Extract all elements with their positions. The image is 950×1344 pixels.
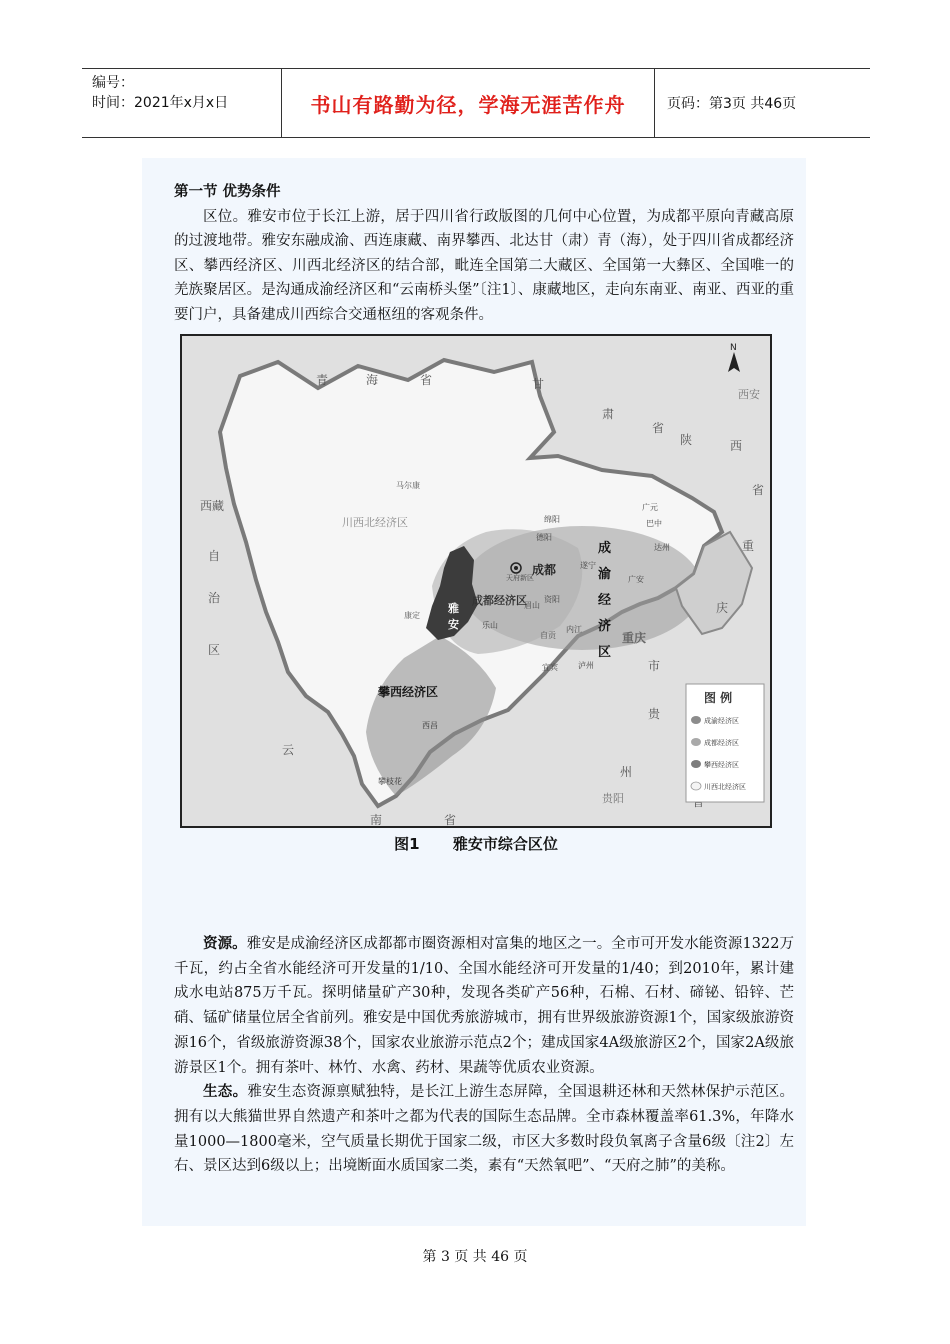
city-label: 眉山 bbox=[524, 601, 540, 610]
region-label: 区 bbox=[598, 645, 612, 660]
document-time-label: 时间：2021年x月x日 bbox=[92, 95, 229, 111]
figure-number: 图1 bbox=[394, 835, 420, 853]
region-label: 济 bbox=[598, 619, 612, 634]
map-label: 自 bbox=[208, 549, 221, 563]
city-label: 遂宁 bbox=[580, 561, 596, 570]
city-label: 广安 bbox=[628, 575, 644, 584]
legend-item: 成都经济区 bbox=[704, 739, 739, 747]
city-label: 天府新区 bbox=[506, 574, 534, 582]
city-label: 德阳 bbox=[536, 533, 552, 542]
header-page-label: 页码：第3页 共46页 bbox=[667, 96, 797, 112]
legend-swatch bbox=[691, 760, 701, 768]
city-label: 自贡 bbox=[540, 631, 556, 640]
location-paragraph: 区位。雅安市位于长江上游，居于四川省行政版图的几何中心位置，为成都平原向青藏高原的过渡地带。雅安东融成渝、西连康藏、南界攀西、北达甘（肃）青（海），处于四川省成都经济区、攀西经济区、川西北经济区的结合部，毗连全国第二大藏区、全国第一大彝区、全国唯一的羌族聚居区。是沟通成渝经济区和“云南桥头堡”〔注1〕、康藏地区，走向东南亚、南亚、西亚的重要门户，具备建成川西综合交通枢纽的客观条件。 bbox=[174, 208, 794, 323]
city-label: 内江 bbox=[566, 625, 582, 634]
resources-paragraph bbox=[174, 932, 794, 1080]
figure-caption bbox=[180, 833, 772, 854]
region-label: 川西北经济区 bbox=[342, 516, 408, 529]
legend-item: 攀西经济区 bbox=[704, 761, 739, 769]
city-label: 绵阳 bbox=[544, 515, 560, 524]
map-label: 贵 bbox=[648, 707, 661, 721]
figure-title: 雅安市综合区位 bbox=[452, 835, 558, 853]
map-label: 西安 bbox=[738, 388, 760, 401]
region-label: 经 bbox=[598, 593, 612, 608]
ecology-text: 雅安生态资源禀赋独特，是长江上游生态屏障，全国退耕还林和天然林保护示范区。拥有以大熊猫世界自然遗产和茶叶之都为代表的国际生态品牌。全市森林覆盖率61.3%，年降水量1000—1800毫米，空气质量长期优于国家二级，市区大多数时段负氧离子含量6级〔注2〕左右、景区达到6级以上；出境断面水质国家二类，素有“天然氧吧”、“天府之肺”的美称。 bbox=[174, 1084, 795, 1175]
region-label: 雅 bbox=[448, 602, 459, 615]
north-label: N bbox=[730, 343, 737, 353]
map-label: 重 bbox=[742, 539, 755, 553]
city-label: 达州 bbox=[654, 543, 670, 552]
section-body bbox=[174, 180, 794, 327]
location-map bbox=[180, 334, 772, 828]
map-label: 青 bbox=[316, 373, 329, 387]
city-label: 资阳 bbox=[544, 595, 560, 604]
legend-item: 成渝经济区 bbox=[704, 717, 739, 725]
map-label: 肃 bbox=[602, 407, 615, 421]
city-label: 成都 bbox=[532, 563, 557, 577]
header-motto: 书山有路勤为径，学海无涯苦作舟 bbox=[282, 69, 655, 137]
region-label: 成都经济区 bbox=[472, 594, 527, 607]
city-label: 攀枝花 bbox=[378, 777, 402, 786]
city-label: 广元 bbox=[642, 503, 658, 512]
map-label: 南 bbox=[370, 813, 383, 826]
legend-swatch bbox=[691, 738, 701, 746]
map-label: 陕 bbox=[680, 433, 693, 447]
map-label: 省 bbox=[444, 813, 457, 826]
city-label: 宜宾 bbox=[542, 663, 558, 672]
legend-swatch bbox=[691, 782, 701, 790]
city-label: 康定 bbox=[404, 611, 420, 620]
page-footer: 第 3 页 共 46 页 bbox=[422, 1249, 528, 1265]
region-label: 安 bbox=[448, 618, 459, 631]
city-label: 巴中 bbox=[646, 519, 662, 528]
header-meta bbox=[82, 69, 282, 137]
map-label: 省 bbox=[420, 373, 433, 387]
city-label: 西昌 bbox=[422, 721, 438, 730]
map-label: 甘 bbox=[532, 377, 545, 391]
city-label: 马尔康 bbox=[396, 481, 420, 490]
map-label: 州 bbox=[620, 765, 633, 779]
ecology-lead: 生态。 bbox=[203, 1084, 248, 1101]
city-label: 泸州 bbox=[578, 661, 594, 670]
legend-title: 图 例 bbox=[704, 691, 733, 705]
legend-swatch bbox=[691, 716, 701, 724]
map-label: 贵阳 bbox=[602, 792, 624, 805]
map-label: 省 bbox=[652, 421, 665, 435]
map-label: 治 bbox=[208, 591, 221, 605]
region-label: 成 bbox=[598, 541, 612, 556]
map-label: 庆 bbox=[716, 601, 729, 615]
section-title: 第一节 优势条件 bbox=[174, 184, 281, 200]
map-label: 区 bbox=[208, 643, 221, 657]
map-label: 西藏 bbox=[200, 499, 225, 513]
section-body-continued bbox=[174, 932, 794, 1179]
city-label: 重庆 bbox=[622, 631, 647, 645]
resources-lead: 资源。 bbox=[203, 936, 247, 952]
map-label: 西 bbox=[730, 439, 743, 453]
map-legend bbox=[686, 684, 764, 802]
ecology-paragraph bbox=[174, 1080, 794, 1179]
region-label: 渝 bbox=[598, 567, 612, 582]
city-label: 乐山 bbox=[482, 621, 498, 630]
document-number-label: 编号： bbox=[92, 75, 134, 91]
map-label: 海 bbox=[366, 373, 379, 387]
map-label: 省 bbox=[752, 483, 765, 497]
map-label: 云 bbox=[282, 743, 295, 757]
region-label: 攀西经济区 bbox=[378, 685, 439, 699]
map-label: 市 bbox=[648, 659, 661, 673]
map-graphic bbox=[182, 336, 770, 826]
resources-text: 雅安是成渝经济区成都都市圈资源相对富集的地区之一。全市可开发水能资源1322万千瓦，约占全省水能经济可开发量的1/10、全国水能经济可开发量的1/40；到2010年，累计建成水电站875万千瓦。探明储量矿产30种，发现各类矿产56种，石棉、石材、碲铋、铅锌、芒硝、锰矿储量位居全省前列。雅安是中国优秀旅游城市，拥有世界级旅游资源1个，国家级旅游资源16个，省级旅游资源38个，国家农业旅游示范点2个；建成国家4A级旅游区2个，国家2A级旅游景区1个。拥有茶叶、林竹、水禽、药材、果蔬等优质农业资源。 bbox=[174, 936, 794, 1076]
legend-item: 川西北经济区 bbox=[704, 783, 746, 791]
page-header bbox=[82, 68, 870, 138]
